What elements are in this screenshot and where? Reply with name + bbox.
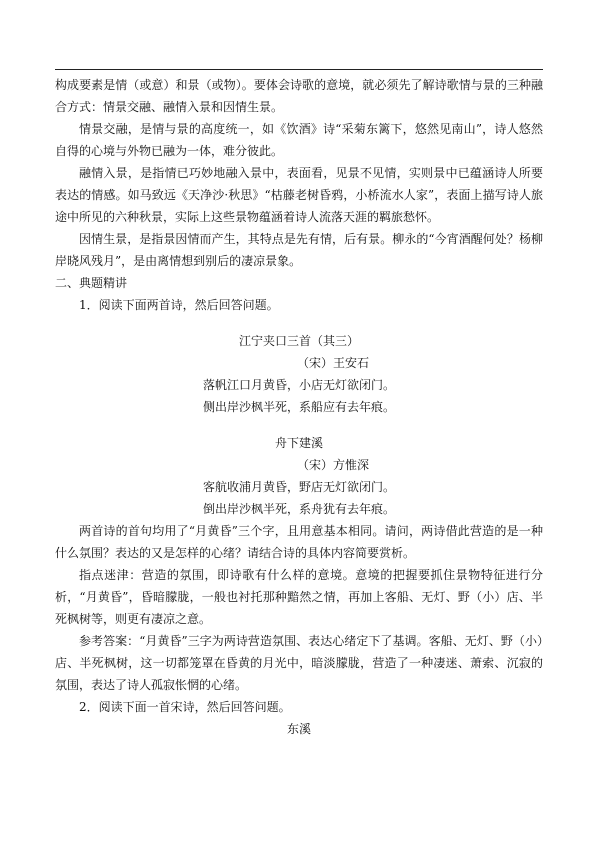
document-body xyxy=(55,74,543,740)
section-heading: 二、典题精讲 xyxy=(55,276,128,290)
poem-2-title: 舟下建溪 xyxy=(274,436,323,450)
paragraph-emotion-in-scene: 融情入景，是指情已巧妙地融入景中，表面看，见景不见情，实则景中已蕴涵诗人所要表达的情感。如马致远《天净沙·秋思》“枯藤老树昏鸦，小桥流水人家”，表面上描写诗人旅途中所见的六种秋景，实际上这些景物蕴涵着诗人流落天涯的羁旅愁怀。 xyxy=(55,166,543,224)
poem-2-line: 客航收浦月黄昏，野店无灯欲闭门。 xyxy=(202,480,395,494)
poem-2 xyxy=(55,432,543,520)
question-2-prompt: 2．阅读下面一首宋诗，然后回答问题。 xyxy=(79,700,291,714)
question-1-prompt: 1．阅读下面两首诗，然后回答问题。 xyxy=(79,298,279,312)
question-1-hint: 指点迷津：营造的氛围，即诗歌有什么样的意境。意境的把握要抓住景物特征进行分析，“月黄昏”，昏暗朦胧，一般也衬托那种黯然之情，再加上客船、无灯、野（小）店、半死枫树等，则更有凄凉之意。 xyxy=(55,568,543,626)
poem-1-title: 江宁夹口三首（其三） xyxy=(238,334,359,348)
question-1-answer: 参考答案：“月黄昏”三字为两诗营造氛围、表达心绪定下了基调。客船、无灯、野（小）店、半死枫树，这一切都笼罩在昏黄的月光中，暗淡朦胧，营造了一种凄迷、萧索、沉寂的氛围，表达了诗人孤寂怅惘的心绪。 xyxy=(55,634,543,692)
paragraph-scene-from-emotion: 因情生景，是指景因情而产生，其特点是先有情，后有景。柳永的“今宵酒醒何处？杨柳岸晓风残月”，是由离情想到别后的凄凉景象。 xyxy=(55,232,543,268)
paragraph-blending: 情景交融，是情与景的高度统一，如《饮酒》诗“采菊东篱下，悠然见南山”，诗人悠然自得的心境与外物已融为一体，难分彼此。 xyxy=(55,122,543,158)
poem-1 xyxy=(55,330,543,418)
paragraph-elements: 构成要素是情（或意）和景（或物）。要体会诗歌的意境，就必须先了解诗歌情与景的三种融合方式：情景交融、融情入景和因情生景。 xyxy=(55,78,543,114)
poem-1-line: 侧出岸沙枫半死，系船应有去年痕。 xyxy=(202,400,395,414)
poem-2-line: 倒出岸沙枫半死，系舟犹有去年痕。 xyxy=(202,502,395,516)
poem-1-line: 落帆江口月黄昏，小店无灯欲闭门。 xyxy=(202,378,395,392)
poem-1-author: （宋）王安石 xyxy=(297,356,370,370)
poem-3-title: 东溪 xyxy=(286,722,311,736)
poem-2-author: （宋）方惟深 xyxy=(297,458,370,472)
question-1-text: 两首诗的首句均用了“月黄昏”三个字，且用意基本相同。请问，两诗借此营造的是一种什么氛围？表达的又是怎样的心绪？请结合诗的具体内容简要赏析。 xyxy=(55,524,543,560)
header-rule xyxy=(55,69,543,70)
